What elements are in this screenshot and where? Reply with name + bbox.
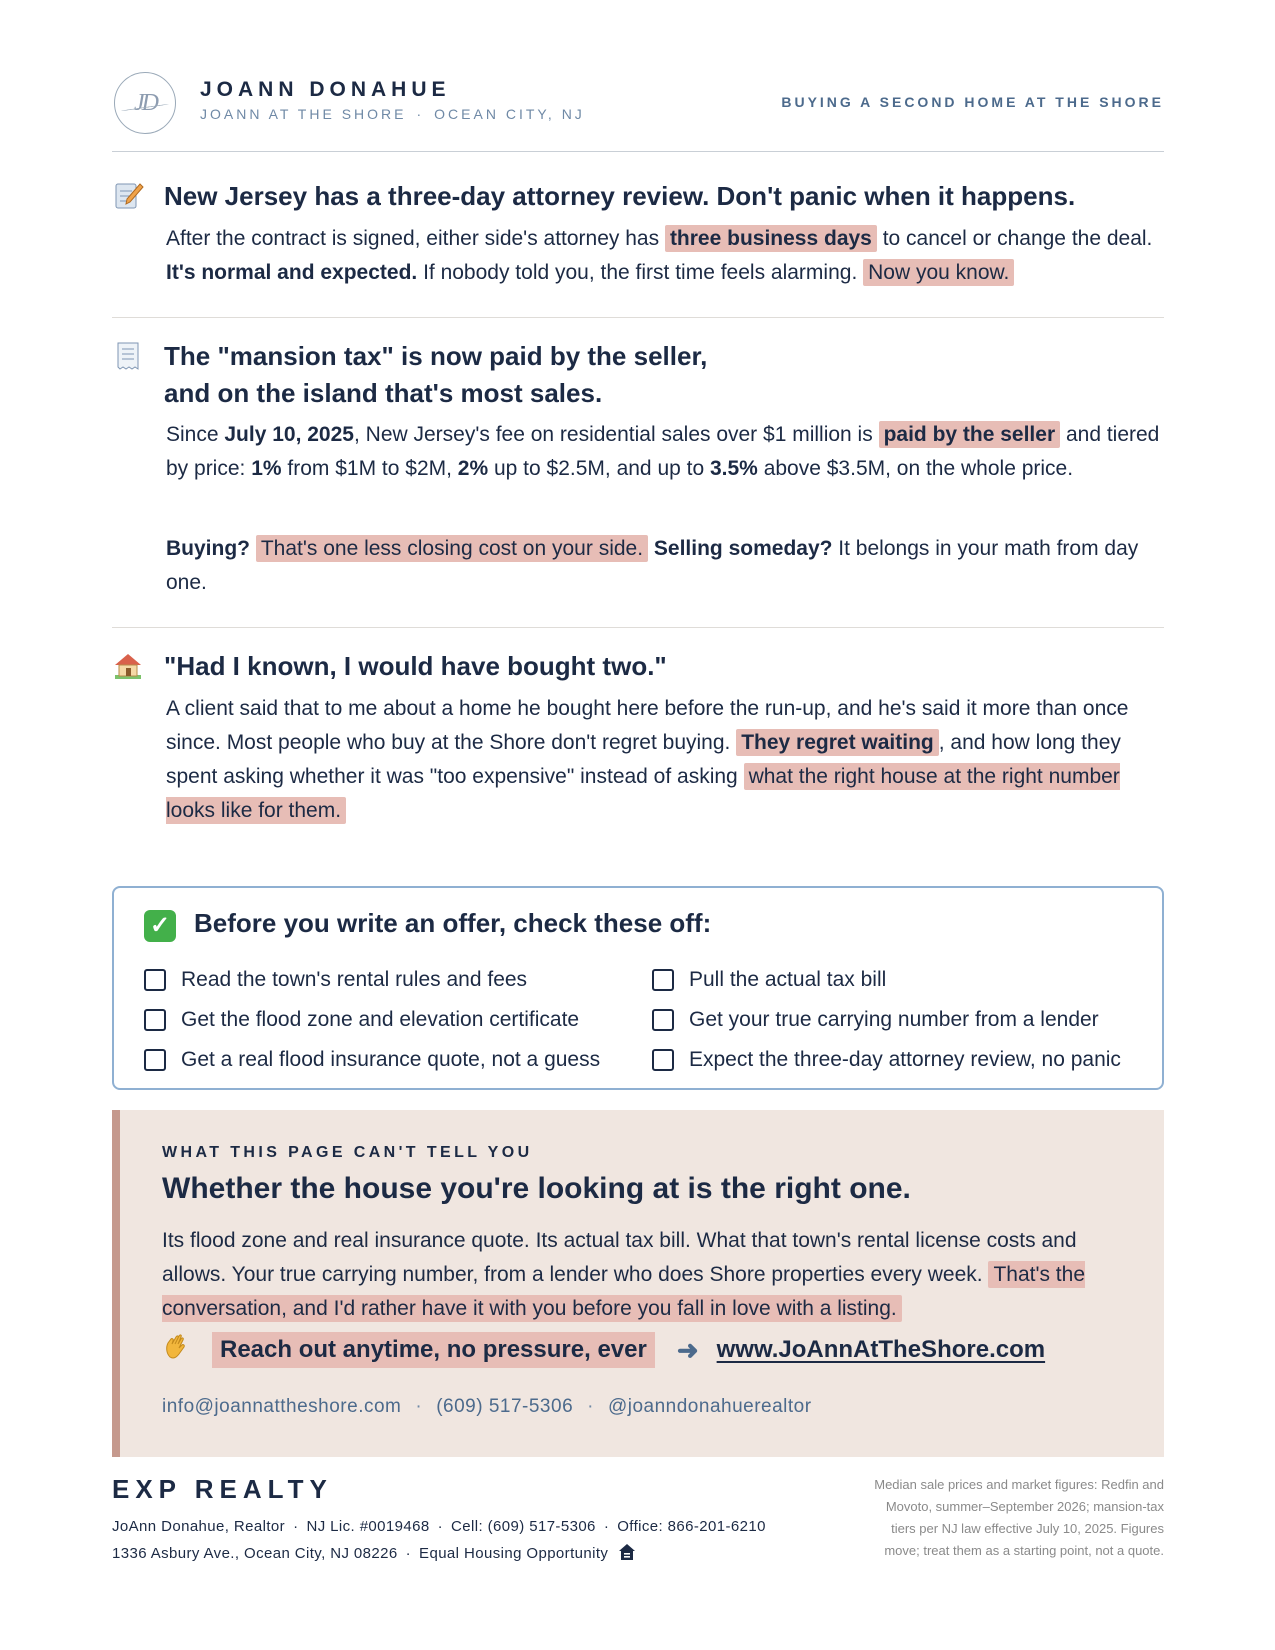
section-title	[164, 338, 707, 412]
offer-checklist	[112, 886, 1164, 1090]
checklist-item[interactable]	[652, 966, 886, 994]
highlight: That's one less closing cost on your side.	[256, 535, 648, 562]
section-body	[166, 418, 1166, 486]
equal-housing-icon	[618, 1543, 636, 1561]
brand-subtitle	[200, 106, 585, 122]
contact-line	[162, 1396, 812, 1418]
body-text: and tiered by price:	[166, 423, 1160, 480]
checkbox[interactable]	[144, 969, 166, 991]
header-tagline: BUYING A SECOND HOME AT THE SHORE	[781, 94, 1164, 110]
highlight: That's the conversation, and I'd rather have it with you before you fall in love with a listing.	[162, 1263, 1085, 1320]
receipt-icon	[112, 340, 146, 374]
checkbox[interactable]	[652, 1009, 674, 1031]
separator-dot: ·	[587, 1396, 594, 1417]
social-handle[interactable]: @joanndonahuerealtor	[607, 1396, 812, 1417]
checklist-item[interactable]	[652, 1046, 1121, 1074]
cta-action-row	[162, 1330, 1045, 1370]
house-icon	[112, 650, 146, 684]
phone-link[interactable]: (609) 517-5306	[436, 1396, 574, 1417]
body-text: , and how long they spent asking whether it was "too expensive" instead of asking	[166, 731, 1121, 788]
reach-out-button[interactable]: Reach out anytime, no pressure, ever	[212, 1332, 655, 1368]
body-text: If nobody told you, the first time feels alarming.	[417, 261, 864, 284]
cta-title: Whether the house you're looking at is the right one.	[162, 1172, 911, 1205]
section-body-2	[166, 532, 1166, 600]
logo-icon	[114, 72, 176, 134]
checklist-item[interactable]	[144, 1006, 579, 1034]
cta-kicker: WHAT THIS PAGE CAN'T TELL YOU	[162, 1144, 533, 1161]
separator-dot: ·	[603, 1518, 610, 1535]
checklist-label: Get the flood zone and elevation certificate	[181, 1008, 580, 1031]
website-link[interactable]: www.JoAnnAtTheShore.com	[716, 1336, 1046, 1363]
license-number: NJ Lic. #0019468	[306, 1518, 430, 1535]
brand-sub-name: JOANN AT THE SHORE	[200, 106, 407, 122]
body-text: A client said that to me about a home he bought here before the run-up, and he's said it more than once since. Most people who buy at the Shore don't regret buying.	[166, 697, 1129, 754]
body-text: to cancel or change the deal.	[876, 227, 1153, 250]
body-text: above $3.5M, on the whole price.	[757, 457, 1074, 480]
body-text: Its flood zone and real insurance quote. Its actual tax bill. What that town's rental license costs and allows. Your true carrying number, from a lender who does Shore properties every week.	[162, 1229, 1077, 1286]
separator-dot: ·	[437, 1518, 444, 1535]
checklist-title: Before you write an offer, check these off:	[194, 908, 712, 938]
header	[112, 70, 1164, 150]
bold-text: 1%	[251, 457, 282, 480]
separator-dot: ·	[415, 1396, 423, 1417]
sources-note: Median sale prices and market figures: Redfin and Movoto, summer–September 2026; mansion-tax tiers per NJ law effective July 10, 2025. Figures move; treat them as a starting point, not a quote.	[874, 1477, 1164, 1558]
separator-dot: ·	[293, 1518, 299, 1535]
checklist-label: Read the town's rental rules and fees	[181, 968, 528, 991]
body-text: , New Jersey's fee on residential sales over $1 million is	[353, 423, 879, 446]
brand-name: JOANN DONAHUE	[200, 78, 451, 101]
checkbox[interactable]	[144, 1009, 166, 1031]
arrow-right-icon: ➜	[676, 1334, 699, 1365]
title-line: The "mansion tax" is now paid by the seller,	[164, 341, 708, 371]
agent-name: JoAnn Donahue, Realtor	[112, 1518, 286, 1535]
checklist-label: Pull the actual tax bill	[689, 968, 887, 991]
highlight: Now you know.	[863, 259, 1014, 286]
checkbox[interactable]	[652, 969, 674, 991]
checklist-item[interactable]	[144, 1046, 600, 1074]
checklist-item[interactable]	[652, 1006, 1099, 1034]
equal-housing-text: Equal Housing Opportunity	[419, 1545, 609, 1562]
section-body	[166, 222, 1166, 290]
header-divider	[112, 151, 1164, 152]
cta-body	[162, 1224, 1142, 1326]
bold-text: July 10, 2025	[224, 423, 354, 446]
email-link[interactable]: info@joannattheshore.com	[162, 1396, 402, 1417]
body-text: up to $2.5M, and up to	[488, 457, 710, 480]
title-line: and on the island that's most sales.	[164, 378, 603, 408]
waving-hand-icon	[162, 1333, 190, 1368]
checkmark-icon: ✓	[144, 910, 176, 942]
section-body	[166, 692, 1166, 828]
bold-text: Selling someday?	[653, 537, 833, 560]
checklist-item[interactable]	[144, 966, 527, 994]
checkbox[interactable]	[652, 1049, 674, 1071]
memo-icon	[112, 180, 146, 214]
bold-text: 3.5%	[709, 457, 758, 480]
highlight: what the right house at the right number looks like for them.	[166, 765, 1120, 822]
office-phone: Office: 866-201-6210	[617, 1518, 766, 1535]
body-text: It belongs in your math from day one.	[166, 537, 1139, 594]
checklist-label: Get a real flood insurance quote, not a guess	[181, 1048, 601, 1071]
checklist-label: Get your true carrying number from a lender	[689, 1008, 1099, 1031]
checkbox[interactable]	[144, 1049, 166, 1071]
body-text: from $1M to $2M,	[281, 457, 458, 480]
highlight: paid by the seller	[879, 421, 1061, 448]
bold-text: It's normal and expected.	[166, 261, 418, 284]
section-title: New Jersey has a three-day attorney review. Don't panic when it happens.	[164, 181, 1076, 211]
footer-agent-line	[112, 1518, 766, 1535]
section-divider	[112, 317, 1164, 318]
call-to-action-box	[112, 1110, 1164, 1457]
highlight: three business days	[665, 225, 877, 252]
section-divider	[112, 627, 1164, 628]
footer-address-line	[112, 1543, 636, 1562]
cell-phone: Cell: (609) 517-5306	[451, 1518, 596, 1535]
office-address: 1336 Asbury Ave., Ocean City, NJ 08226	[112, 1545, 398, 1562]
highlight: They regret waiting	[736, 729, 939, 756]
body-text: Since	[166, 423, 225, 446]
bold-text: Buying?	[166, 537, 250, 560]
section-title: "Had I known, I would have bought two."	[164, 651, 667, 681]
logo-monogram: JD	[134, 89, 156, 116]
bold-text: 2%	[457, 457, 489, 480]
checklist-label: Expect the three-day attorney review, no panic	[689, 1048, 1121, 1071]
body-text: After the contract is signed, either side's attorney has	[166, 227, 665, 250]
separator-dot: ·	[405, 1545, 412, 1562]
brokerage-name: EXP REALTY	[112, 1474, 333, 1504]
brand-location: OCEAN CITY, NJ	[434, 106, 585, 122]
separator-dot: ·	[416, 106, 425, 122]
